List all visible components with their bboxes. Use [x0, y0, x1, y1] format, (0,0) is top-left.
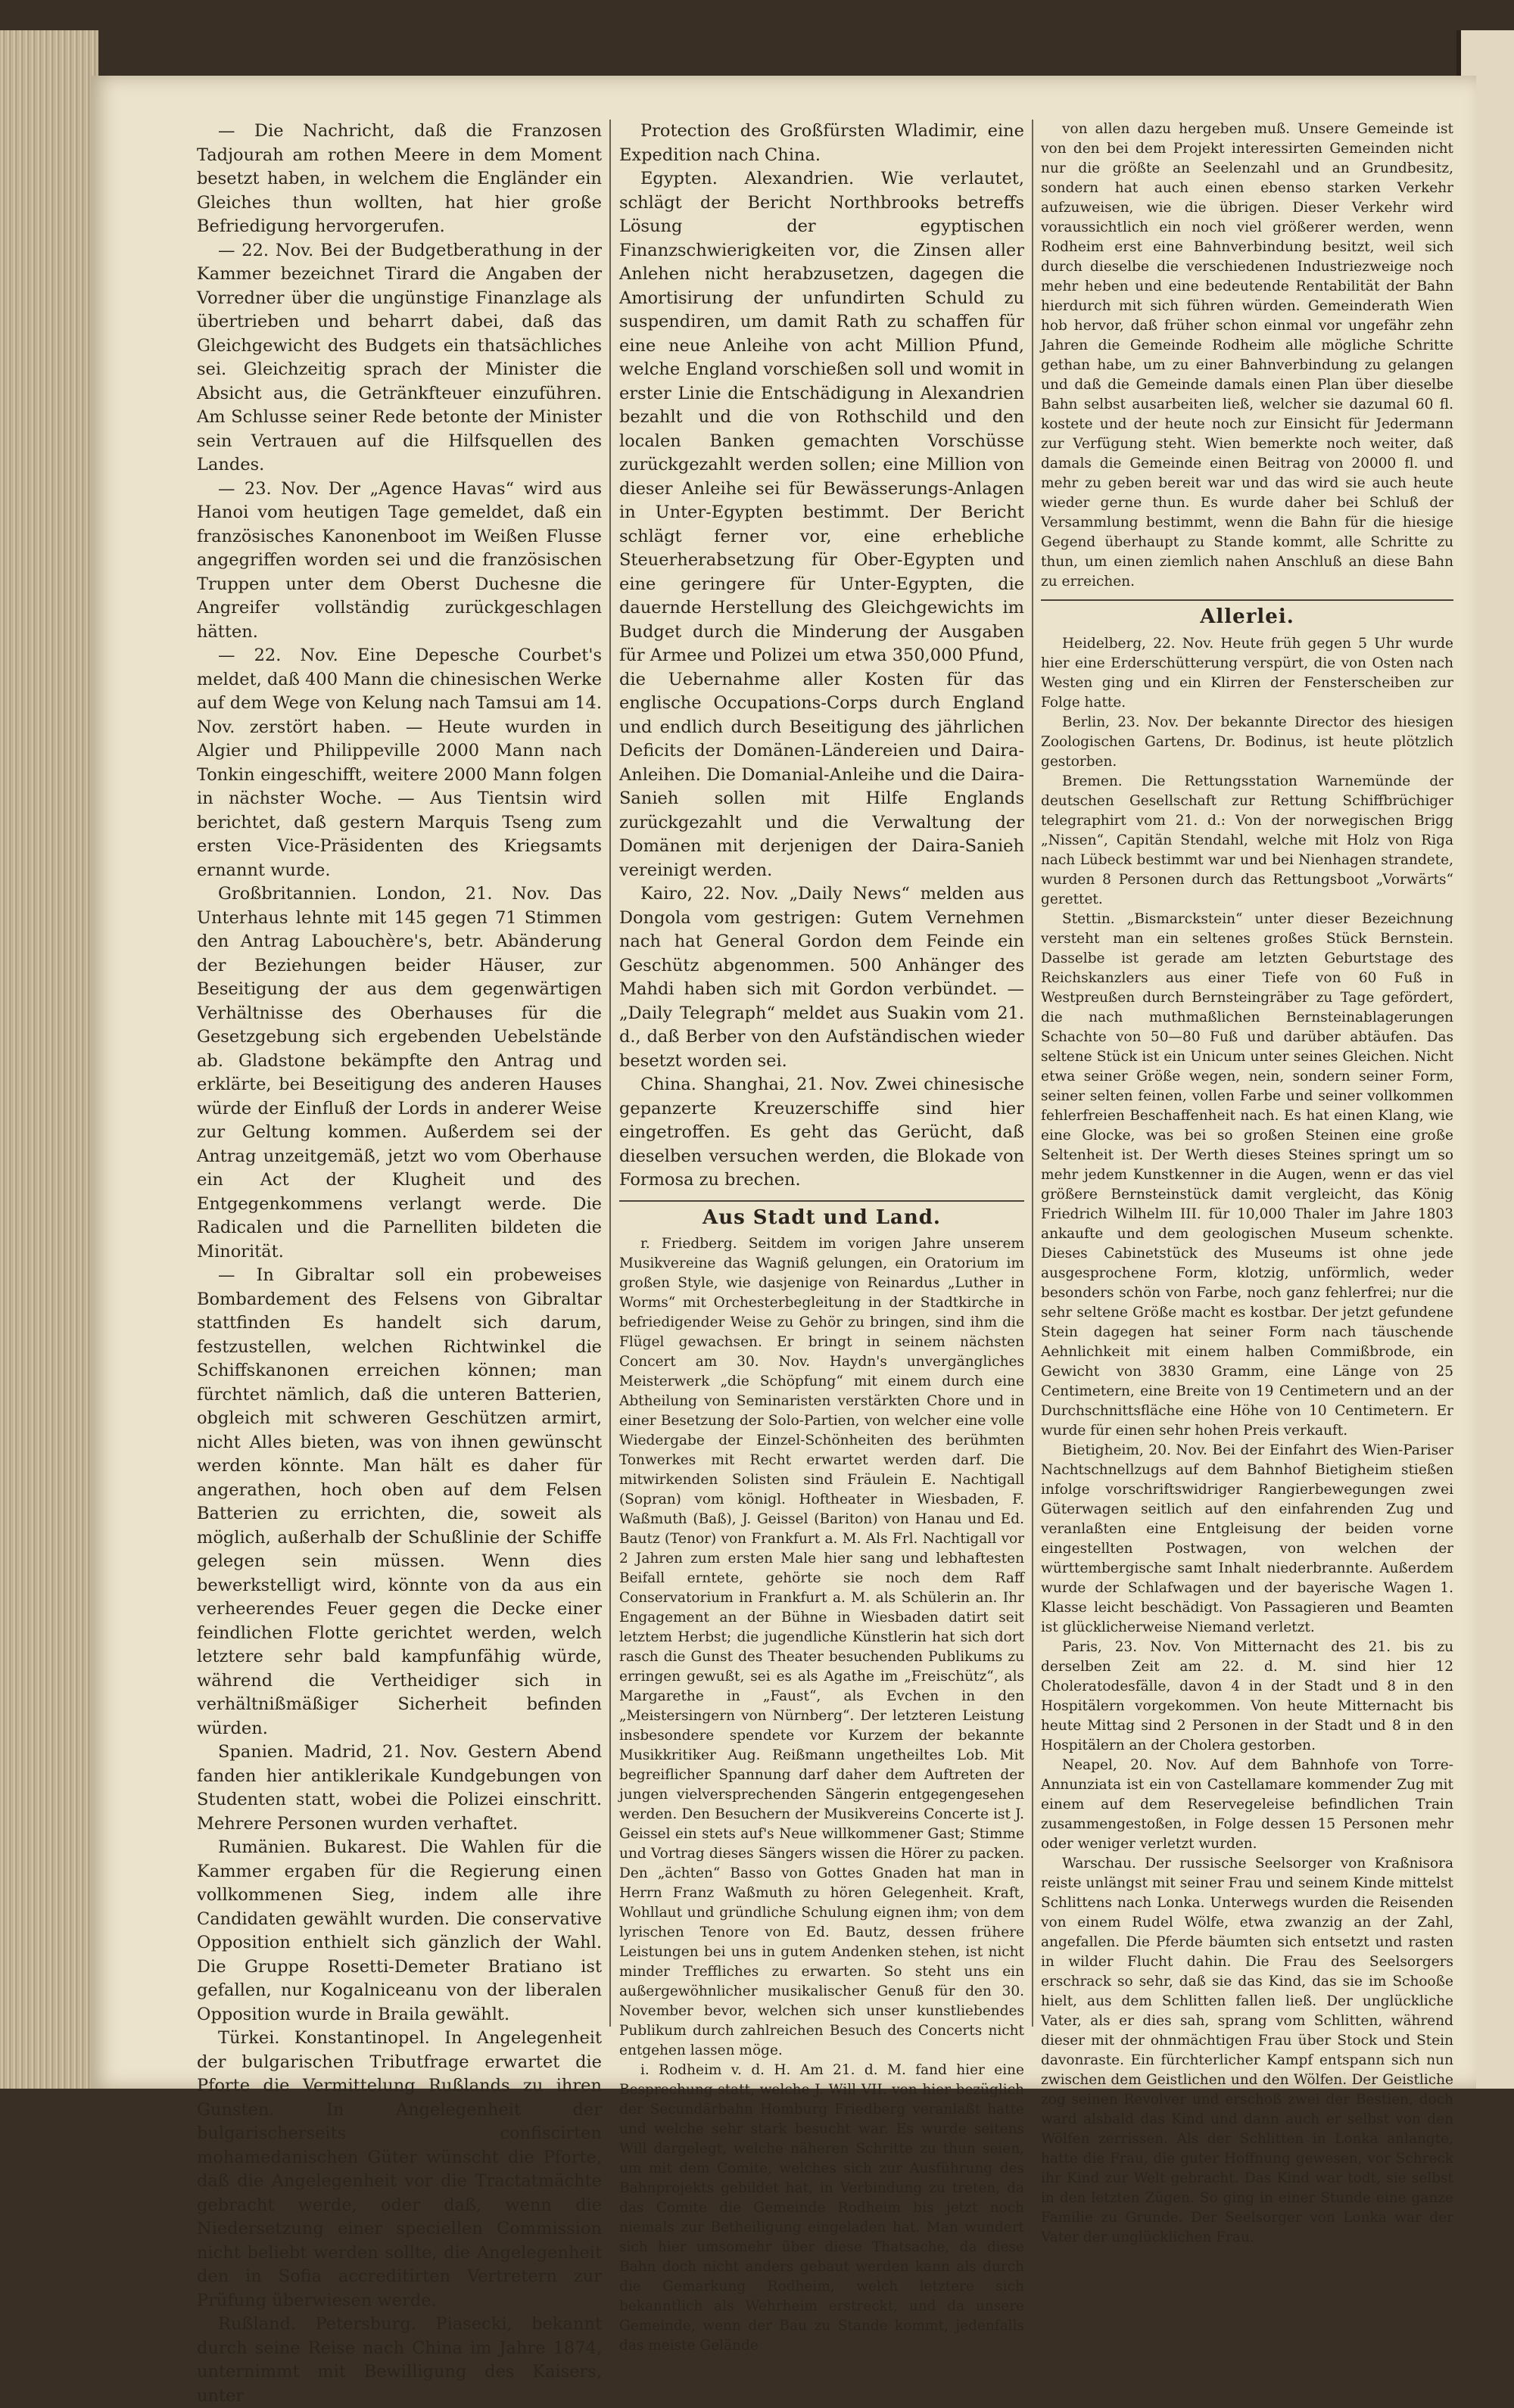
- column-divider: [609, 120, 611, 2027]
- section-heading-allerlei: Allerlei.: [1200, 605, 1294, 628]
- section-rule: [1041, 599, 1453, 601]
- article-friedberg: r. Friedberg. Seitdem im vorigen Jahre unserem Musikvereine das Wagniß gelungen, ein Oratorium im großen Style, wie dasjenige von Reinardus „Luther in Worms“ mit Orchesterbegleitung in der Stadtkirche in befriedigender Weise zu Gehör zu bringen, sind ihm die Flügel gewachsen. Er bringt in seinem nächsten Concert am 30. Nov. Haydn's unvergängliches Meisterwerk „die Schöpfung“ mit einem durch eine Abtheilung von Seminaristen verstärkten Chore und in einer Besetzung der Solo-Partien, von welcher eine volle Wiedergabe der Einzel-Schönheiten des berühmten Tonwerkes mit Recht erwartet werden darf. Die mitwirkenden Solisten sind Fräulein E. Nachtigall (Sopran) vom königl. Hoftheater in Wiesbaden, F. Waßmuth (Baß), J. Geissel (Bariton) von Hanau und Ed. Bautz (Tenor) von Frankfurt a. M. Als Frl. Nachtigall vor 2 Jahren zum ersten Male hier sang und lebhaftesten Beifall erntete, gehörte sie noch dem Raff Conservatorium in Frankfurt a. M. als Schülerin an. Ihr Engagement an der Bühne in Wiesbaden datirt seit letztem Herbst; die jugendliche Künstlerin hat sich dort rasch die Gunst des Theater besuchenden Publikums zu erringen gewußt, sei es als Agathe im „Freischütz“, als Margarethe in „Faust“, als Evchen in den „Meistersingern von Nürnberg“. Der letzteren Leistung insbesondere spendete vor Kurzem der bekannte Musikkritiker Aug. Reißmann ungetheiltes Lob. Mit begreiflicher Spannung darf daher dem Auftreten der jungen vielversprechenden Sängerin entgegengesehen werden. Den Besuchern der Musikvereins Concerte ist J. Geissel ein stets auf's Neue willkommener Gast; Stimme und Vortrag dieses Sängers wissen die Hörer zu packen. Den „ächten“ Basso von Gottes Gnaden hat man in Herrn Franz Waßmuth zu hören Gelegenheit. Kraft, Wohllaut und gründliche Schulung eignen ihm; von dem lyrischen Tenore von Ed. Bautz, dessen frühere Leistungen bei uns in gutem Andenken stehen, ist nicht minder Treffliches zu erwarten. So steht uns ein außergewöhnlicher musikalischer Genuß für den 30. November bevor, welchen sich unser kunstliebendes Publikum durch zahlreichen Besuch des Concerts nicht entgehen lassen möge.: [619, 1236, 1024, 2058]
- column-2: [619, 120, 1024, 2354]
- column-divider: [1032, 120, 1033, 2027]
- article-china: China. Shanghai, 21. Nov. Zwei chinesische gepanzerte Kreuzerschiffe sind hier eingetroffen. Es geht das Gerücht, daß dieselben versuchen werden, die Blokade von Formosa zu brechen.: [619, 1075, 1024, 1190]
- column-3: [1041, 120, 1453, 2245]
- article-egypten: Egypten. Alexandrien. Wie verlautet, schlägt der Bericht Northbrooks betreffs Lösung der egyptischen Finanzschwierigkeiten vor, die Zinsen aller Anlehen nicht herabzusetzen, dagegen die Amortisirung der unfundirten Schuld zu suspendiren, um damit Rath zu schaffen für eine neue Anleihe von acht Million Pfund, welche England vorschießen soll und womit in erster Linie die Entschädigung in Alexandrien bezahlt und die von Rothschild und den localen Banken gemachten Vorschüsse zurückgezahlt werden sollen; eine Million von dieser Anleihe sei für Bewässerungs-Anlagen in Unter-Egypten bestimmt. Der Bericht schlägt ferner vor, eine erhebliche Steuerherabsetzung für Ober-Egypten und eine geringere für Unter-Egypten, die dauernde Herstellung des Gleichgewichts im Budget durch die Minderung der Ausgaben für Armee und Polizei um etwa 350,000 Pfund, die Uebernahme aller Kosten für das englische Occupations-Corps durch England und endlich durch Beseitigung des jährlichen Deficits der Domänen-Ländereien und Daira-Anleihen. Die Domanial-Anleihe und die Daira-Sanieh sollen mit Hilfe Englands zurückgezahlt und die Verwaltung der Domänen mit derjenigen der Daira-Sanieh vereinigt werden.: [619, 169, 1024, 880]
- article-bremen: Bremen. Die Rettungsstation Warnemünde der deutschen Gesellschaft zur Rettung Schiffbrüchiger telegraphirt vom 21. d.: Von der norwegischen Brigg „Nissen“, Capitän Stendahl, welche mit Holz von Riga nach Lübeck bestimmt war und bei Nienhagen strandete, wurden 8 Personen durch das Rettungsboot „Vorwärts“ gerettet.: [1041, 773, 1453, 907]
- article-warschau: Warschau. Der russische Seelsorger von Kraßnisora reiste unlängst mit seiner Frau und seinem Kinde mittelst Schlittens nach Lonka. Unterwegs wurden die Reisenden von einem Rudel Wölfe, etwa zwanzig an der Zahl, angefallen. Die Pferde bäumten sich entsetzt und rasten in wilder Flucht dahin. Die Frau des Seelsorgers erschrack so sehr, daß sie das Kind, das sie im Schooße hielt, aus dem Schlitten fallen ließ. Der unglückliche Vater, als er dies sah, sprang vom Schlitten, während dieser mit der ohnmächtigen Frau über Stock und Stein davonraste. Ein fürchterlicher Kampf entspann sich nun zwischen dem Geistlichen und den Wölfen. Der Geistliche zog seinen Revolver und erschoß zwei der Bestien, doch ward alsbald das Kind und dann auch er selbst von den Wölfen zerrissen. Als der Schlitten in Lonka anlangte, hatte die Frau, die guter Hoffnung gewesen, vor Schreck ihr Kind zur Welt gebracht. Das Kind war todt, sie selbst in den letzten Zügen. So ging in einer Stunde eine ganze Familie zu Grunde. Der Seelsorger von Lonka war der Vater der unglücklichen Frau.: [1041, 1855, 1453, 2245]
- section-rule: [619, 1200, 1024, 1202]
- article-spanien: Spanien. Madrid, 21. Nov. Gestern Abend fanden hier antiklerikale Kundgebungen von Studenten statt, wobei die Polizei einschritt. Mehrere Personen wurden verhaftet.: [197, 1742, 602, 1834]
- article-russland-cont: Protection des Großfürsten Wladimir, eine Expedition nach China.: [619, 121, 1024, 165]
- article-berlin: Berlin, 23. Nov. Der bekannte Director des hiesigen Zoologischen Gartens, Dr. Bodinus, ist heute plötzlich gestorben.: [1041, 714, 1453, 770]
- column-1: [197, 120, 602, 2406]
- article-budget: — 22. Nov. Bei der Budgetberathung in der Kammer bezeichnet Tirard die Angaben der Vorredner über die ungünstige Finanzlage als übertrieben und beharrt dabei, daß das Gleichgewicht des Budgets ein thatsächliches sei. Gleichzeitig sprach der Minister die Absicht aus, die Getränkfteuer einzuführen. Am Schlusse seiner Rede betonte der Minister sein Vertrauen auf die Hilfsquellen des Landes.: [197, 240, 602, 474]
- article-neapel: Neapel, 20. Nov. Auf dem Bahnhofe von Torre-Annunziata ist ein von Castellamare kommender Zug mit einem auf dem Reservegeleise befindlichen Train zusammengestoßen, in Folge dessen 15 Personen mehr oder weniger verletzt wurden.: [1041, 1756, 1453, 1852]
- article-rodheim-cont: von allen dazu hergeben muß. Unsere Gemeinde ist von den bei dem Projekt interessirten Gemeinden nicht nur die größte an Seelenzahl und an Grundbesitz, sondern hat auch einen ebenso starken Verkehr aufzuweisen, wie die übrigen. Dieser Verkehr wird voraussichtlich ein noch viel größerer werden, wenn Rodheim erst eine Bahnverbindung besitzt, weil sich durch dieselbe die verschiedenen Industriezweige noch mehr heben und eine bedeutende Rentabilität der Bahn hierdurch mit sich führen würden. Gemeinderath Wien hob hervor, daß früher schon einmal vor ungefähr zehn Jahren die Gemeinde Rodheim alle mögliche Schritte gethan habe, um zu einer Bahnverbindung zu gelangen und daß die Gemeinde damals einen Plan über dieselbe Bahn selbst ausarbeiten ließ, welcher sie dazumal 60 fl. kostete und der heute noch zur Einsicht für Jedermann zur Verfügung steht. Wien bemerkte noch weiter, daß damals die Gemeinde einen Beitrag von 20000 fl. und mehr zu geben bereit war und das wird sie auch heute wieder gerne thun. Es wurde daher bei Schluß der Versammlung bestimmt, wenn die Bahn für die hiesige Gegend überhaupt zu Stande kommt, alle Schritte zu thun, um einen ziemlich nahen Anschluß an diese Bahn zu erreichen.: [1041, 121, 1453, 590]
- article-paris: Paris, 23. Nov. Von Mitternacht des 21. bis zu derselben Zeit am 22. d. M. sind hier 12 Choleratodesfälle, davon 4 in der Stadt und 8 in den Hospitälern vorgekommen. Von heute Mitternacht bis heute Mittag sind 2 Personen in der Stadt und 8 in den Hospitälern an der Cholera gestorben.: [1041, 1638, 1453, 1753]
- article-bietigheim: Bietigheim, 20. Nov. Bei der Einfahrt des Wien-Pariser Nachtschnellzugs auf dem Bahnhof Bietigheim stießen infolge vorschriftswidriger Rangierbewegungen zwei Güterwagen seitlich auf den einfahrenden Zug und veranlaßten eine Entgleisung der beiden vorne eingestellten Postwagen, von welchen der württembergische samt Inhalt niederbrannte. Außerdem wurde der Schlafwagen und der bayerische Wagen 1. Klasse leicht beschädigt. Von Passagieren und Beamten ist glücklicherweise Niemand verletzt.: [1041, 1442, 1453, 1635]
- article-tuerkei: Türkei. Konstantinopel. In Angelegenheit der bulgarischen Tributfrage erwartet die Pforte die Vermittelung Rußlands zu ihren Gunsten. In Angelegenheit der bulgarischerseits confiscirten mohamedanischen Güter wünscht die Pforte, daß die Angelegenheit vor die Tractatmächte gebracht werde, oder daß, wenn die Niedersetzung einer speciellen Commission nicht beliebt werden sollte, die Angelegenheit den in Sofia accreditirten Vertretern zur Prüfung überwiesen werde.: [197, 2028, 602, 2310]
- article-tadjourah: — Die Nachricht, daß die Franzosen Tadjourah am rothen Meere in dem Moment besetzt haben, in welchem die Engländer ein Gleiches thun wollten, hat hier große Befriedigung hervorgerufen.: [197, 121, 602, 236]
- newspaper-page: [91, 76, 1476, 2406]
- article-gibraltar: — In Gibraltar soll ein probeweises Bombardement des Felsens von Gibraltar stattfinden Es handelt sich darum, festzustellen, welchen Richtwinkel die Schiffskanonen erreichen können; man fürchtet nämlich, daß die unteren Batterien, obgleich mit schweren Geschützen armirt, nicht Alles bieten, was von ihnen gewünscht werden könnte. Man hält es daher für angerathen, hoch oben auf dem Felsen Batterien zu errichten, die, soweit als möglich, außerhalb der Schußlinie der Schiffe gelegen sein müssen. Wenn dies bewerkstelligt wird, könnte von da aus ein verheerendes Feuer gegen die Decke einer feindlichen Flotte gerichtet werden, welch letztere sehr bald kampfunfähig würde, während die Vertheidiger sich in verhältnißmäßiger Sicherheit befinden würden.: [197, 1265, 602, 1738]
- article-rumaenien: Rumänien. Bukarest. Die Wahlen für die Kammer ergaben für die Regierung einen vollkommenen Sieg, indem alle ihre Candidaten gewählt wurden. Die conservative Opposition enthielt sich gänzlich der Wahl. Die Gruppe Rosetti-Demeter Bratiano ist gefallen, nur Kogalniceanu von der liberalen Opposition wurde in Braila gewählt.: [197, 1837, 602, 2024]
- article-russland: Rußland. Petersburg. Piasecki, bekannt durch seine Reise nach China im Jahre 1874, unternimmt mit Bewilligung des Kaisers, unter: [197, 2314, 602, 2406]
- article-stettin: Stettin. „Bismarckstein“ unter dieser Bezeichnung versteht man ein seltenes großes Stück Bernstein. Dasselbe ist gerade am letzten Geburtstage des Reichskanzlers aus einer Tiefe von 60 Fuß in Westpreußen durch Bernsteingräber zu Tage gefördert, die nach muthmaßlichen Bernsteinablagerungen Schachte von 50—80 Fuß und darüber abtäufen. Das seltene Stück ist ein Unicum unter seines Gleichen. Nicht etwa seiner Größe wegen, nein, sondern seiner Form, seiner selten feinen, vollen Farbe und seiner vollkommen fehlerfreien Beschaffenheit nach. Es hat einen Klang, wie eine Glocke, was bei so großen Steinen eine große Seltenheit ist. Der Werth dieses Steines springt um so mehr jedem Kunstkenner in die Augen, wenn er das viel größere Bernsteinstück damit vergleicht, das König Friedrich Wilhelm III. für 10,000 Thaler im Jahre 1803 ankaufte und dem geologischen Museum schenkte. Dieses Cabinetstück des Museums ist ohne jede ausgesprochene Form, klotzig, unförmlich, weder besonders schön von Farbe, noch ganz fehlerfrei; nur die sehr seltene Größe macht es kostbar. Der jetzt gefundene Stein dagegen hat seiner Form nach täuschende Aehnlichkeit mit einem halben Commißbrode, ein Gewicht von 3830 Gramm, eine Länge von 25 Centimetern, eine Breite von 19 Centimetern und an der Durchschnittsfläche eine Höhe von 10 Centimetern. Er wurde für einen sehr hohen Preis verkauft.: [1041, 910, 1453, 1439]
- section-heading-stadt-land: Aus Stadt und Land.: [702, 1206, 941, 1229]
- book-page-edges: [0, 30, 98, 2089]
- article-grossbritannien: Großbritannien. London, 21. Nov. Das Unterhaus lehnte mit 145 gegen 71 Stimmen den Antrag Labouchère's, betr. Abänderung der Beziehungen beider Häuser, zur Beseitigung der aus dem gegenwärtigen Verhältnisse des Oberhauses für die Gesetzgebung sich ergebenden Uebelstände ab. Gladstone bekämpfte den Antrag und erklärte, bei Beseitigung des anderen Hauses würde der Einfluß der Lords in anderer Weise zur Geltung kommen. Außerdem sei der Antrag unzeitgemäß, jetzt wo vom Oberhause ein Act der Klugheit und des Entgegenkommens verlangt werde. Die Radicalen und die Parnelliten bildeten die Minorität.: [197, 884, 602, 1262]
- article-heidelberg: Heidelberg, 22. Nov. Heute früh gegen 5 Uhr wurde hier eine Erderschütterung verspürt, die von Osten nach Westen ging und ein Klirren der Fensterscheiben zur Folge hatte.: [1041, 635, 1453, 711]
- article-courbet: — 22. Nov. Eine Depesche Courbet's meldet, daß 400 Mann die chinesischen Werke auf dem Wege von Kelung nach Tamsui am 14. Nov. zerstört haben. — Heute wurden in Algier und Philippeville 2000 Mann nach Tonkin eingeschifft, weitere 2000 Mann folgen in nächster Woche. — Aus Tientsin wird berichtet, daß gestern Marquis Tseng zum ersten Vice-Präsidenten des Kriegsamts ernannt wurde.: [197, 646, 602, 880]
- article-rodheim: i. Rodheim v. d. H. Am 21. d. M. fand hier eine Besprechung statt, welche J. Will VII. von hier bezüglich der Secundärbahn Homburg Friedberg veranlaßt hatte und welche sehr stark besucht war. Es wurde seitens Will dargelegt, welche näheren Schritte zu thun seien, um mit dem Comite, welches sich zur Ausführung des Bahnprojekts gebildet hat, in Verbindung zu treten, da das Comite die Gemeinde Rodheim bis jetzt noch niemals zur Betheiligung eingeladen hat. Man wundert sich hier umsomehr über diese Thatsache, da diese Bahn doch nicht anders gebaut werden kann als durch die Gemarkung Rodheim, welch letztere sich bekanntlich als Wehrheim erstreckt, und da unsere Gemeinde, wenn der Bau zu Stande kommt, jedenfalls das meiste Gelände: [619, 2062, 1024, 2354]
- article-kairo: Kairo, 22. Nov. „Daily News“ melden aus Dongola vom gestrigen: Gutem Vernehmen nach hat General Gordon dem Feinde ein Geschütz abgenommen. 500 Anhänger des Mahdi haben sich mit Gordon verbündet. — „Daily Telegraph“ meldet aus Suakin vom 21. d., daß Berber von den Aufständischen wieder besetzt worden sei.: [619, 884, 1024, 1071]
- article-hanoi: — 23. Nov. Der „Agence Havas“ wird aus Hanoi vom heutigen Tage gemeldet, daß ein französisches Kanonenboot im Weißen Flusse angegriffen worden sei und die französischen Truppen unter dem Oberst Duchesne die Angreifer vollständig zurückgeschlagen hätten.: [197, 478, 602, 642]
